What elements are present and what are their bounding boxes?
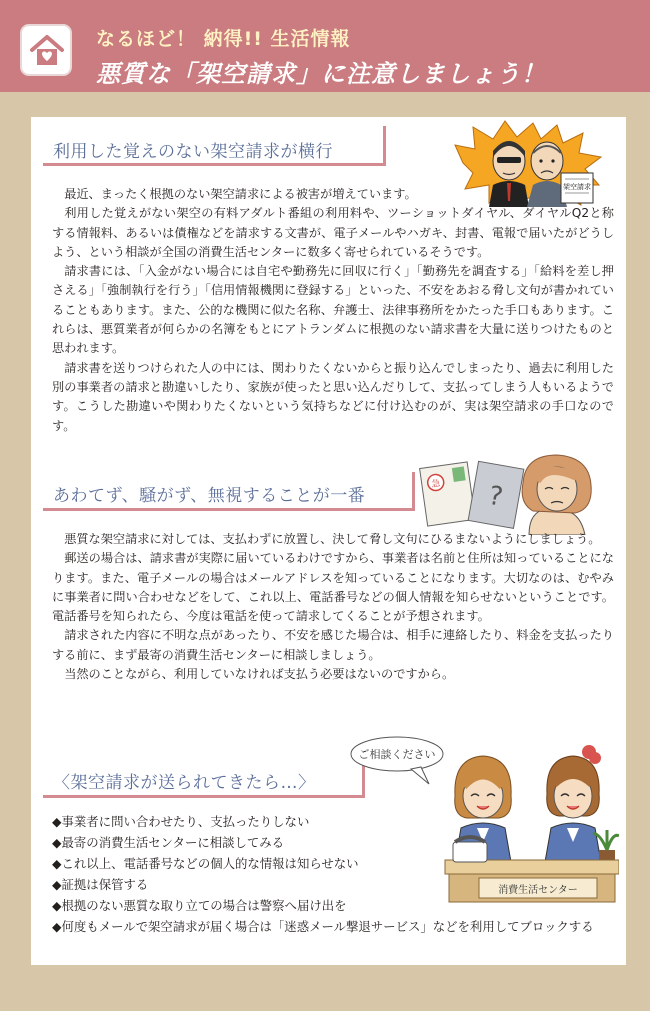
- section2-body: [52, 530, 614, 684]
- list-item: ◆根拠のない悪質な取り立ての場合は警察へ届け出を: [52, 898, 347, 913]
- section2-underline: [43, 508, 415, 511]
- section3-underline: [43, 795, 365, 798]
- list-item: ◆証拠は保管する: [52, 877, 149, 892]
- paragraph: 悪質な架空請求に対しては、支払わずに放置し、決して脅し文句にひるまないようにしましょう。: [64, 532, 601, 546]
- header-subtitle: なるほど！ 納得!! 生活情報: [96, 28, 351, 50]
- section1-underline: [43, 163, 386, 166]
- section1-body: [52, 185, 614, 436]
- section2-underline-edge: [412, 472, 415, 511]
- section2-heading: あわてず、騒がず、無視することが一番: [53, 486, 366, 506]
- paragraph: 利用した覚えがない架空の有料アダルト番組の利用料や、ツーショットダイヤル、ダイヤルQ2と称する情報料、あるいは債権などを請求する文書が、電子メールやハガキ、封書、電報で届いたがどうしよう、という相談が全国の消費生活センターに数多く寄せられているそうです。: [52, 206, 614, 259]
- paragraph: 請求書を送りつけられた人の中には、関わりたくないからと振り込んでしまったり、過去に利用した別の事業者の請求と勘違いしたり、家族が使ったと思い込んだりして、支払ってしまう人もいるようです。こうした勘違いや関わりたくないという気持ちなどに付け込むのが、実は架空請求の手口なのです。: [52, 360, 614, 433]
- list-item: ◆何度もメールで架空請求が届く場合は「迷惑メール撃退サービス」などを利用してブロックする: [52, 919, 594, 934]
- section1-underline-edge: [383, 126, 386, 166]
- list-item: ◆事業者に問い合わせたり、支払ったりしない: [52, 814, 310, 829]
- desk-sign-text: 消費生活センター: [498, 885, 578, 896]
- invoice-label: 架空請求: [563, 183, 591, 191]
- urgent-stamp: 急: [430, 478, 442, 491]
- speech-bubble-text: ご相談ください: [358, 748, 436, 761]
- paragraph: 請求された内容に不明な点があったり、不安を感じた場合は、相手に連絡したり、料金を支払ったりする前に、まず最寄の消費生活センターに相談しましょう。: [52, 628, 614, 662]
- list-item: ◆これ以上、電話番号などの個人的な情報は知らせない: [52, 856, 359, 871]
- home-icon: [20, 24, 72, 76]
- advice-list: [52, 811, 622, 937]
- page-title: 悪質な「架空請求」に注意しましょう！: [96, 60, 546, 88]
- section1-heading: 利用した覚えのない架空請求が横行: [53, 142, 333, 162]
- worried-woman-illustration: [417, 451, 597, 535]
- paragraph: 最近、まったく根拠のない架空請求による被害が増えています。: [64, 187, 417, 201]
- paragraph: 請求書には、「入金がない場合には自宅や勤務先に回収に行く」「勤務先を調査する」「給料を差し押さえる」「強制執行を行う」「信用情報機関に登録する」といった、不安をあおる脅し文句が書かれていることもあります。また、公的な機関に似た名称、弁護士、法律事務所をかたった手口もあります。これらは、悪質業者が何らかの名簿をもとにアトランダムに根拠のない請求書を大量に送りつけたものと思われます。: [52, 264, 614, 356]
- paragraph: 郵送の場合は、請求書が実際に届いているわけですから、事業者は名前と住所は知っていることになります。また、電子メールの場合はメールアドレスを知っていることになります。大切なのは、むやみに事業者に問い合わせなどをして、これ以上、電話番号などの個人情報を知らせないということです。電話番号を知られたら、今度は電話を使って請求してくることが予想されます。: [52, 551, 614, 624]
- paragraph: 当然のことながら、利用していなければ支払う必要はないのですから。: [64, 667, 455, 682]
- svg-text:?: ?: [486, 480, 506, 513]
- header-banner: [0, 0, 650, 92]
- section3-heading: 〈架空請求が送られてきたら…〉: [53, 773, 316, 793]
- list-item: ◆最寄の消費生活センターに相談してみる: [52, 835, 285, 850]
- content-panel: [31, 117, 626, 965]
